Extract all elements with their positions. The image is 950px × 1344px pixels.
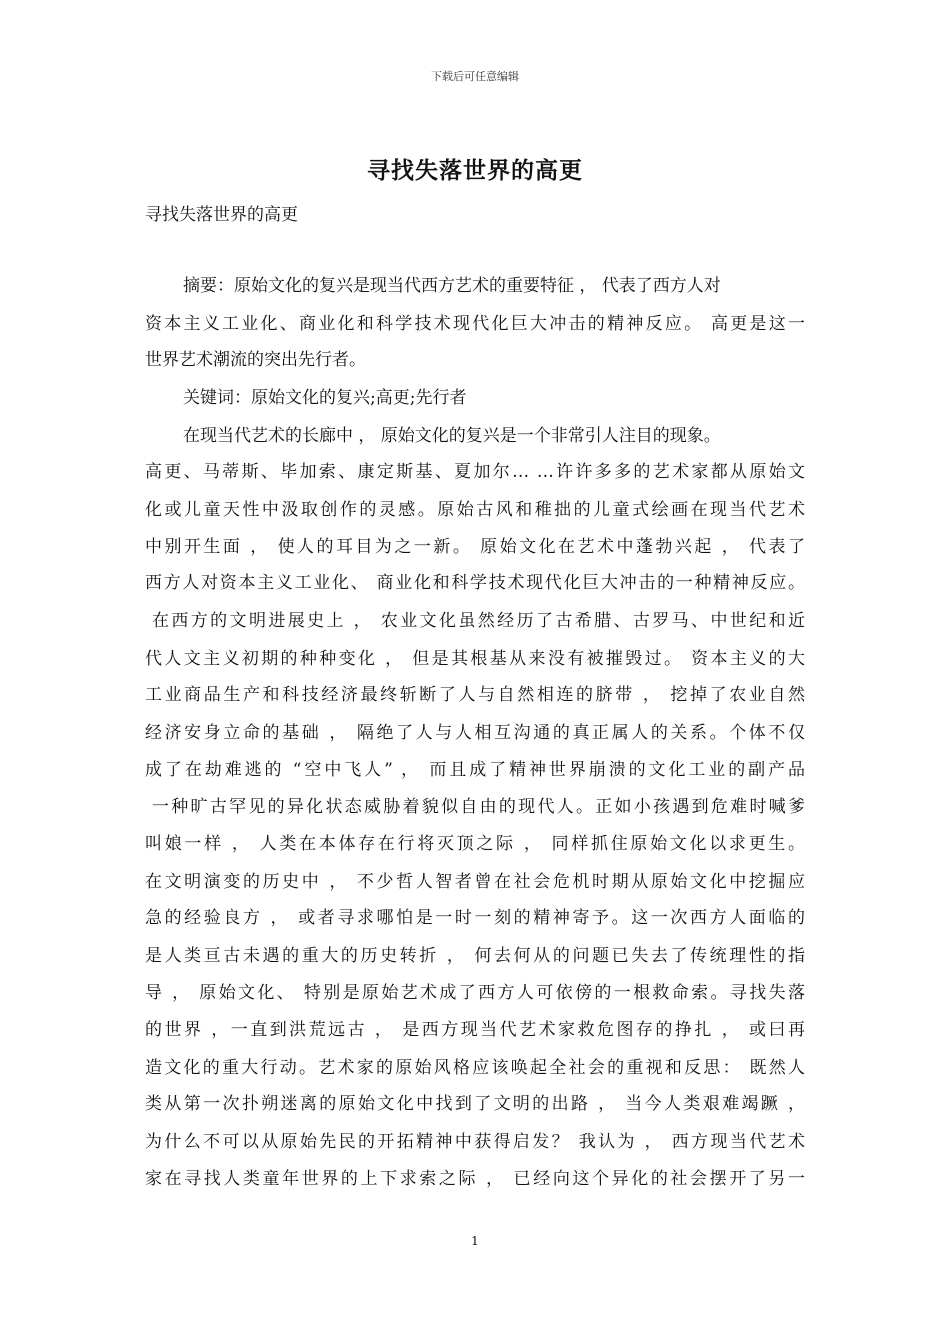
body-line: 家在寻找人类童年世界的上下求索之际 ， 已经向这个异化的社会摆开了另一 [145,1169,805,1189]
body-line: 为什么不可以从原始先民的开拓精神中获得启发？ 我认为 ， 西方现当代艺术 [145,1132,805,1152]
body-line: 类从第一次扑朔迷离的原始文化中找到了文明的出路 ， 当今人类艰难竭蹶 ， [145,1094,805,1114]
body-line: 高更、马蒂斯、毕加索、康定斯基、夏加尔… …许许多多的艺术家都从原始文 [145,462,805,482]
body-line: 叫娘一样 ， 人类在本体存在行将灭顶之际 ， 同样抓住原始文化以求更生。 [145,834,805,854]
keywords-line: 关键词：原始文化的复兴;高更;先行者 [183,388,467,408]
body-line: 成了在劫难逃的 “空中飞人” ， 而且成了精神世界崩溃的文化工业的副产品 [145,760,805,780]
body-line: 导 ， 原始文化、 特别是原始艺术成了西方人可依傍的一根救命索。寻找失落 [145,983,805,1003]
abstract-line: 世界艺术潮流的突出先行者。 [145,350,366,370]
body-line: 急的经验良方 ， 或者寻求哪怕是一时一刻的精神寄予。这一次西方人面临的 [145,908,805,928]
body-line: 西方人对资本主义工业化、 商业化和科学技术现代化巨大冲击的一种精神反应。 [145,573,805,593]
body-line: 是人类亘古未遇的重大的历史转折 ， 何去何从的问题已失去了传统理性的指 [145,946,805,966]
abstract-line: 资本主义工业化、商业化和科学技术现代化巨大冲击的精神反应。 高更是这一 [145,314,805,334]
body-line: 一种旷古罕见的异化状态威胁着貌似自由的现代人。正如小孩遇到危难时喊爹 [152,797,805,817]
body-line: 的世界 ，一直到洪荒远古 ， 是西方现当代艺术家救危图存的挣扎 ， 或曰再 [145,1020,805,1040]
body-line: 化或儿童天性中汲取创作的灵感。原始古风和稚拙的儿童式绘画在现当代艺术 [145,500,805,520]
body-line: 在文明演变的历史中 ， 不少哲人智者曾在社会危机时期从原始文化中挖掘应 [145,872,805,892]
body-line: 在现当代艺术的长廊中 ， 原始文化的复兴是一个非常引人注目的现象。 [183,426,721,446]
abstract-line: 摘要：原始文化的复兴是现当代西方艺术的重要特征 ， 代表了西方人对 [183,276,721,296]
body-line: 在西方的文明进展史上 ， 农业文化虽然经历了古希腊、古罗马、中世纪和近 [152,611,805,631]
page-number: 1 [471,1234,479,1248]
header-note: 下载后可任意编辑 [431,70,519,83]
subtitle: 寻找失落世界的高更 [145,205,298,225]
body-line: 代人文主义初期的种种变化 ， 但是其根基从来没有被摧毁过。 资本主义的大 [145,649,805,669]
body-line: 中别开生面 ， 使人的耳目为之一新。 原始文化在艺术中蓬勃兴起 ， 代表了 [145,537,805,557]
body-line: 造文化的重大行动。艺术家的原始风格应该唤起全社会的重视和反思： 既然人 [145,1058,805,1078]
body-line: 工业商品生产和科技经济最终斩断了人与自然相连的脐带 ， 挖掉了农业自然 [145,685,805,705]
page-title: 寻找失落世界的高更 [367,157,583,184]
body-line: 经济安身立命的基础 ， 隔绝了人与人相互沟通的真正属人的关系。个体不仅 [145,723,805,743]
